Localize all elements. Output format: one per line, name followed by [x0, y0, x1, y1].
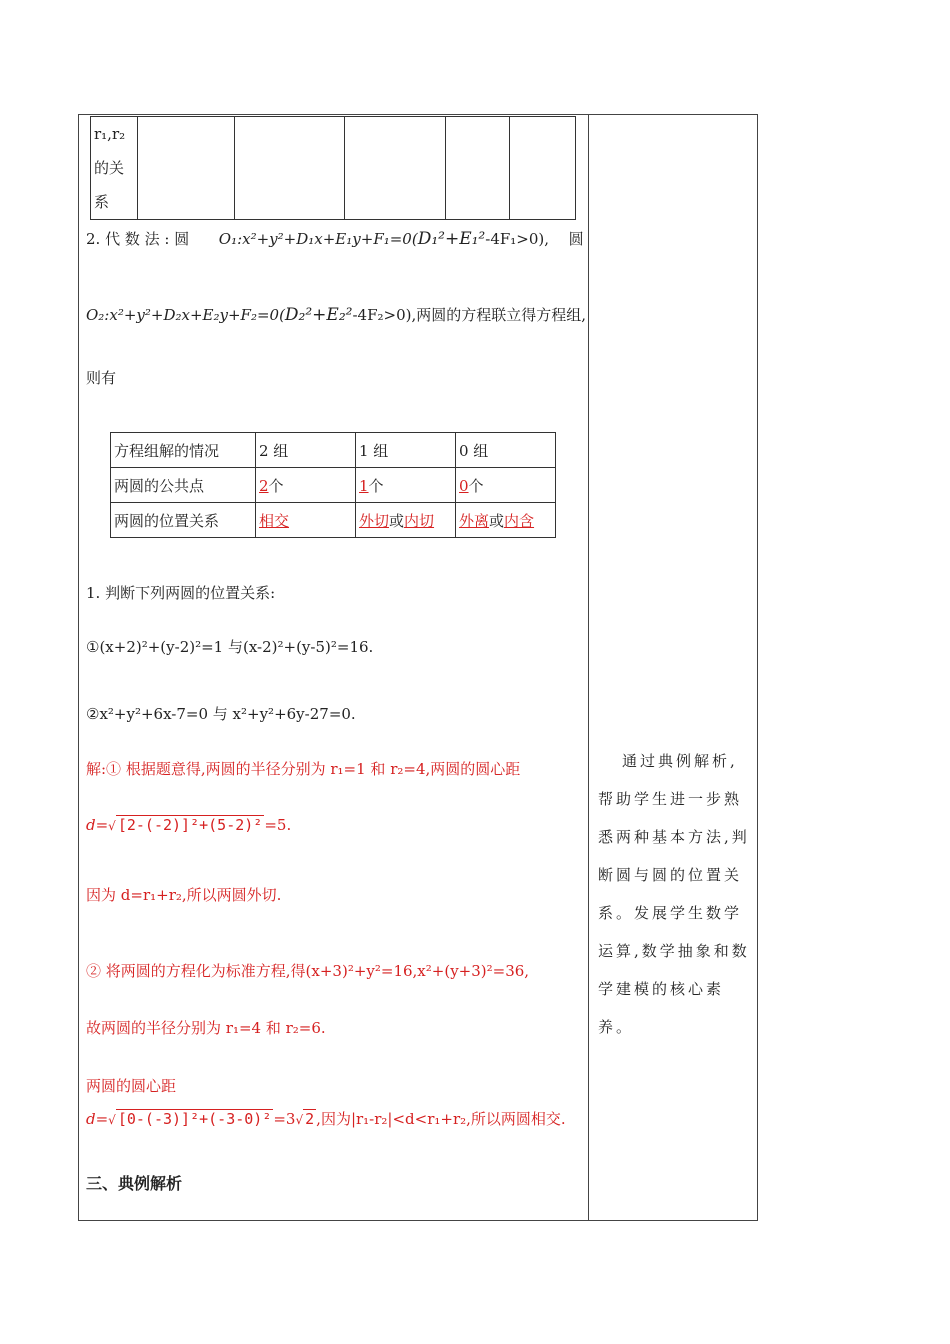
unit: 个 [368, 476, 384, 495]
answer-value: 2 [259, 476, 269, 495]
answer-value: 1 [359, 476, 369, 495]
section-heading [86, 1171, 182, 1194]
table-cell-label [91, 117, 138, 220]
column-divider [588, 114, 589, 1221]
circle2-tail: -4F₂>0),两圆的方程联立得方程组, [352, 306, 587, 324]
table-cell [256, 468, 356, 503]
teaching-note [598, 742, 750, 1046]
distance-label: d= [86, 816, 109, 834]
distance-label: d= [86, 1110, 109, 1128]
radicand: 2 [305, 1110, 315, 1128]
table-cell [111, 468, 256, 503]
answer-value: 内切 [404, 511, 435, 530]
answer-value: 0 [459, 476, 469, 495]
answer-value: 外切 [359, 511, 390, 530]
solution-line-2: 因为 d=r₁+r₂,所以两圆外切. [86, 886, 282, 904]
table-cell [256, 433, 356, 468]
table-cell [356, 503, 456, 538]
solution-line-1: 解:① 根据题意得,两圆的半径分别为 r₁=1 和 r₂=4,两圆的圆心距 [86, 760, 521, 778]
table-cell [446, 117, 510, 220]
algebraic-line-1 [86, 228, 584, 249]
table-cell [356, 433, 456, 468]
row-label: 两圆的公共点 [114, 476, 205, 495]
row-label: 两圆的位置关系 [114, 511, 220, 530]
solution-distance-2 [86, 1108, 566, 1129]
table-cell [456, 433, 556, 468]
solution-line-5: 两圆的圆心距 [86, 1077, 177, 1095]
distance-result: =5. [264, 816, 292, 834]
cell-value: 2 组 [259, 441, 289, 460]
table-cell [235, 117, 345, 220]
solution-line-4: 故两圆的半径分别为 r₁=4 和 r₂=6. [86, 1019, 326, 1037]
table-cell [111, 503, 256, 538]
table-row [91, 117, 576, 220]
table-cell [456, 468, 556, 503]
unit: 个 [468, 476, 484, 495]
table-cell [456, 503, 556, 538]
circle-word: 圆 [568, 230, 584, 248]
solution-line-3: ② 将两圆的方程化为标准方程,得(x+3)²+y²=16,x²+(y+3)²=36, [86, 962, 530, 980]
unit: 个 [268, 476, 284, 495]
teaching-note-text: 通过典例解析,帮助学生进一步熟悉两种基本方法,判断圆与圆的位置关系。发展学生数学运算,数学抽象和数学建模的核心素养。 [598, 752, 750, 1036]
algebraic-line-2 [86, 304, 586, 325]
algebraic-conclusion: 则有 [86, 369, 117, 387]
table-row [111, 433, 556, 468]
table-row [111, 468, 556, 503]
exercise-title: 1. 判断下列两圆的位置关系: [86, 584, 276, 602]
cell-value: 1 组 [359, 441, 389, 460]
radical-sign-icon: √ [295, 1113, 304, 1127]
radicand: [2-(-2)]²+(5-2)² [117, 816, 263, 834]
answer-value: 内含 [504, 511, 535, 530]
distance-coefficient: =3 [273, 1110, 296, 1128]
algebraic-intro: 2. 代 数 法 : 圆 [86, 230, 190, 248]
circle2-condition: D₂²+E₂² [284, 305, 353, 325]
exercise-question-2: ②x²+y²+6x-7=0 与 x²+y²+6y-27=0. [86, 705, 356, 723]
radical-sign-icon: √ [108, 819, 116, 833]
connector: 或 [489, 511, 505, 530]
cell-value: 0 组 [459, 441, 489, 460]
radicand: [0-(-3)]²+(-3-0)² [117, 1110, 272, 1128]
section-title: 三、典例解析 [86, 1174, 183, 1193]
table-cell [345, 117, 446, 220]
table-cell [356, 468, 456, 503]
circle1-condition: D₁²+E₁² [417, 229, 486, 249]
circle1-equation: O₁:x²+y²+D₁x+E₁y+F₁=0( [218, 230, 418, 248]
connector: 或 [389, 511, 405, 530]
answer-value: 外离 [459, 511, 490, 530]
table-cell [256, 503, 356, 538]
table-cell [111, 433, 256, 468]
circle-relation-table [110, 432, 556, 538]
distance-conclusion: ,因为|r₁-r₂|<d<r₁+r₂,所以两圆相交. [316, 1110, 566, 1128]
table-cell [138, 117, 235, 220]
distance-relation-table [90, 116, 576, 220]
solution-distance-1 [86, 816, 291, 834]
table-row [111, 503, 556, 538]
circle1-tail: -4F₁>0), [485, 230, 550, 248]
radical-sign-icon: √ [108, 1113, 116, 1127]
circle2-equation: O₂:x²+y²+D₂x+E₂y+F₂=0( [86, 306, 285, 324]
exercise-question-1: ①(x+2)²+(y-2)²=1 与(x-2)²+(y-5)²=16. [86, 638, 374, 656]
row-label: 方程组解的情况 [114, 441, 220, 460]
table-cell [510, 117, 576, 220]
answer-value: 相交 [259, 511, 290, 530]
row-label: r₁,r₂的关系 [94, 125, 126, 211]
lesson-frame [78, 114, 758, 1221]
